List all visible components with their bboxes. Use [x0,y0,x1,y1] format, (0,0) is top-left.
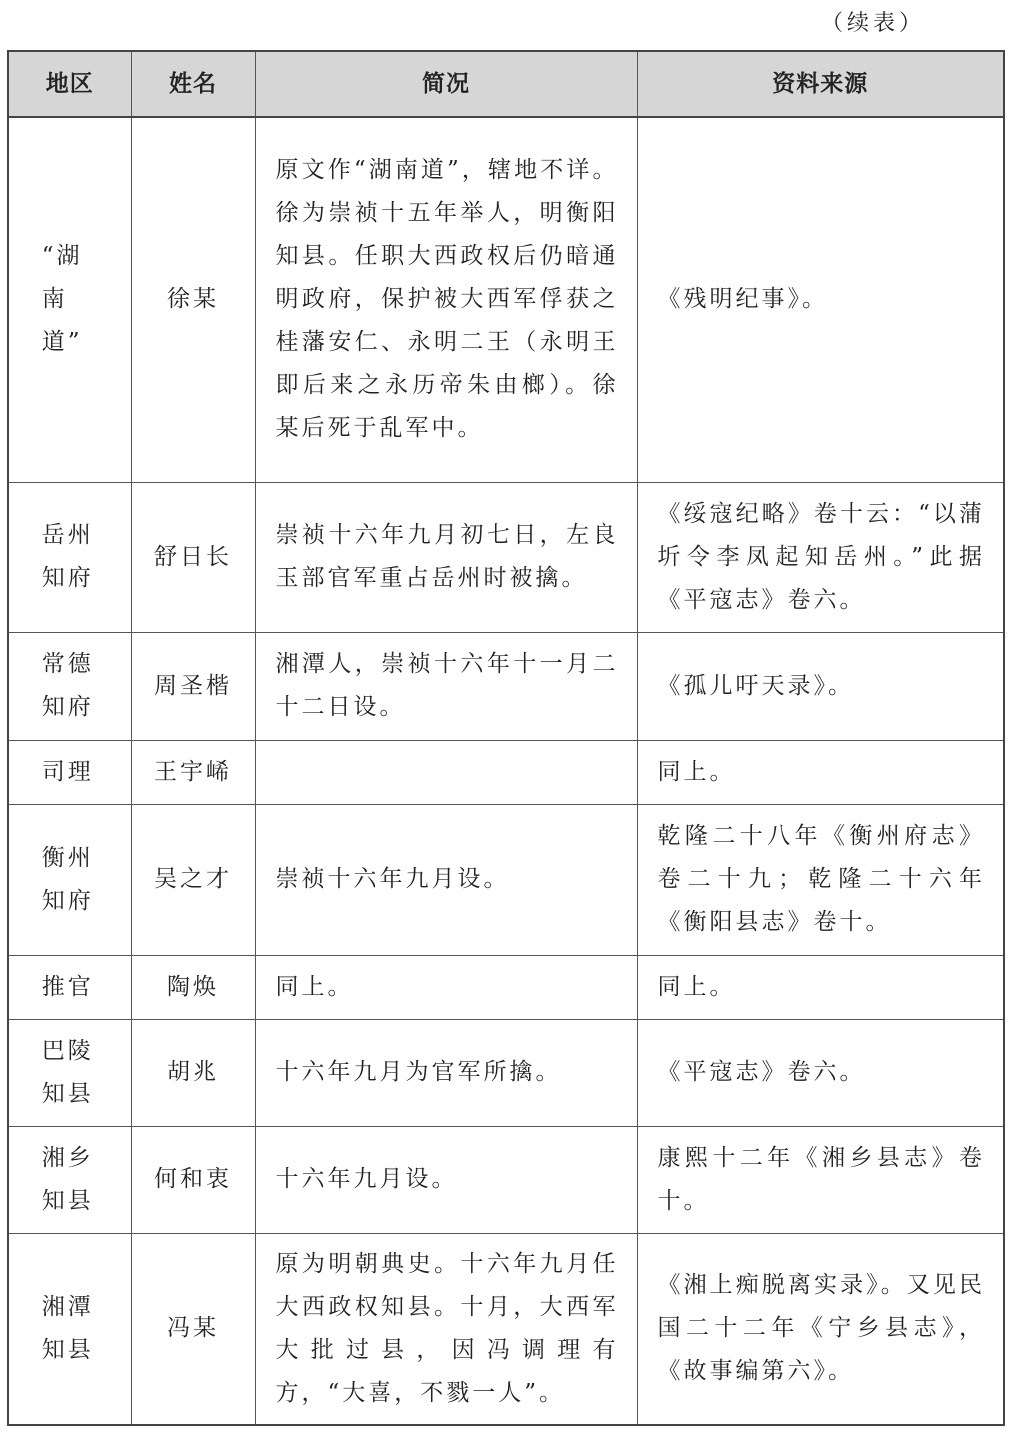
table-row [8,632,1004,740]
cell-region: 岳州知府 [8,482,131,632]
table-row [8,1233,1004,1425]
cell-summary: 十六年九月为官军所擒。 [255,1019,637,1126]
table-row [8,1019,1004,1126]
cell-name: 吴之才 [131,804,255,955]
continued-label: （续表） [820,11,925,36]
cell-region: “湖南道” [8,117,131,482]
cell-region: 司理 [8,740,131,804]
table-row [8,955,1004,1019]
cell-source: 乾隆二十八年《衡州府志》卷二十九；乾隆二十六年《衡阳县志》卷十。 [637,804,1004,955]
header-source: 资料来源 [637,51,1004,117]
cell-name: 陶焕 [131,955,255,1019]
cell-name: 舒日长 [131,482,255,632]
cell-source: 《平寇志》卷六。 [637,1019,1004,1126]
cell-source: 《湘上痴脱离实录》。又见民国二十二年《宁乡县志》，《故事编第六》。 [637,1233,1004,1425]
cell-summary: 原文作“湖南道”，辖地不详。徐为崇祯十五年举人，明衡阳知县。任职大西政权后仍暗通明政府，保护被大西军俘获之桂藩安仁、永明二王（永明王即后来之永历帝朱由榔）。徐某后死于乱军中。 [255,117,637,482]
cell-summary: 崇祯十六年九月初七日，左良玉部官军重占岳州时被擒。 [255,482,637,632]
cell-name: 周圣楷 [131,632,255,740]
cell-region: 湘乡知县 [8,1126,131,1233]
cell-source: 同上。 [637,740,1004,804]
cell-name: 徐某 [131,117,255,482]
cell-region: 推官 [8,955,131,1019]
cell-source: 《孤儿吁天录》。 [637,632,1004,740]
cell-source: 康熙十二年《湘乡县志》卷十。 [637,1126,1004,1233]
table-row [8,740,1004,804]
cell-name: 何和衷 [131,1126,255,1233]
officials-table [7,50,1005,1426]
cell-name: 冯某 [131,1233,255,1425]
table-row [8,804,1004,955]
table-header-row [8,51,1004,117]
cell-summary: 崇祯十六年九月设。 [255,804,637,955]
cell-region: 常德知府 [8,632,131,740]
cell-source: 同上。 [637,955,1004,1019]
header-name: 姓名 [131,51,255,117]
cell-summary: 同上。 [255,955,637,1019]
cell-source: 《残明纪事》。 [637,117,1004,482]
cell-region: 衡州知府 [8,804,131,955]
header-summary: 简况 [255,51,637,117]
cell-name: 胡兆 [131,1019,255,1126]
cell-region: 湘潭知县 [8,1233,131,1425]
cell-summary: 十六年九月设。 [255,1126,637,1233]
cell-summary: 原为明朝典史。十六年九月任大西政权知县。十月，大西军大批过县，因冯调理有方，“大喜，不戮一人”。 [255,1233,637,1425]
cell-summary: 湘潭人，崇祯十六年十一月二十二日设。 [255,632,637,740]
header-region: 地区 [8,51,131,117]
cell-source: 《绥寇纪略》卷十云：“以蒲圻令李凤起知岳州。”此据《平寇志》卷六。 [637,482,1004,632]
cell-name: 王宇㟓 [131,740,255,804]
table-row [8,1126,1004,1233]
cell-region: 巴陵知县 [8,1019,131,1126]
cell-summary [255,740,637,804]
table-row [8,482,1004,632]
table-row [8,117,1004,482]
